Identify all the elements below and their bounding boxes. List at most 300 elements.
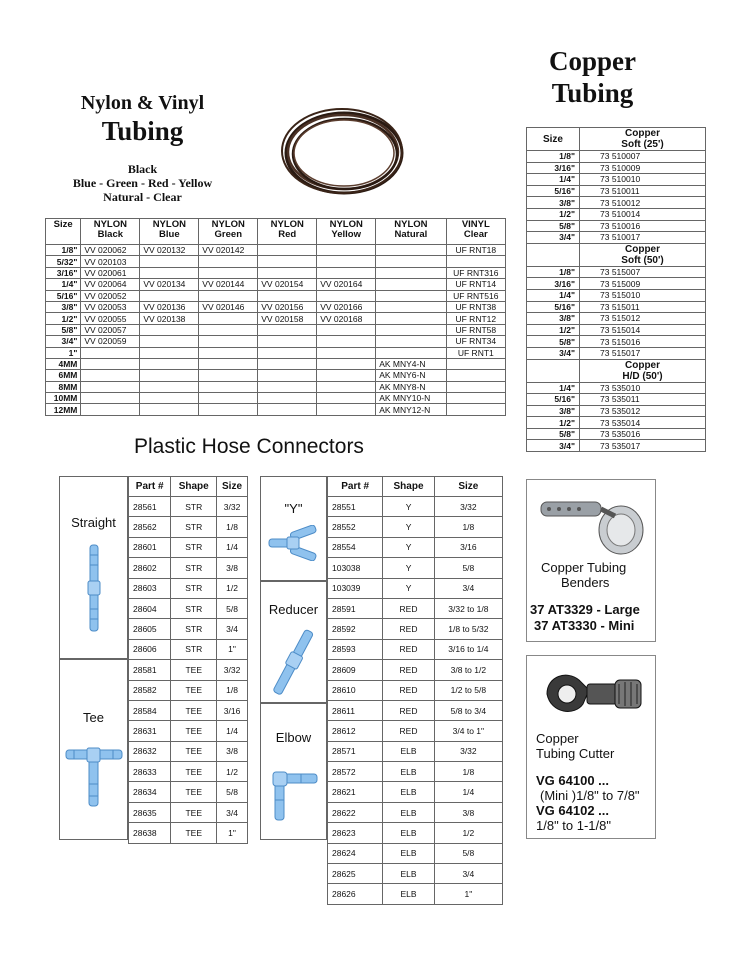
connector-table-row <box>129 823 248 843</box>
connector-part-cell: 28603 <box>129 578 171 598</box>
nylon-table-row <box>46 290 506 301</box>
connector-part-cell: 28562 <box>129 517 171 537</box>
copper-part-cell: 73 510011 <box>580 185 706 197</box>
connector-part-cell: 103039 <box>328 578 383 598</box>
nylon-col-header-line1: NYLON <box>152 219 186 230</box>
nylon-part-cell: VV 020062 <box>81 245 140 256</box>
nylon-part-cell <box>317 290 376 301</box>
nylon-vinyl-table <box>45 218 506 416</box>
nylon-part-cell <box>140 267 199 278</box>
copper-size-cell: 3/4" <box>527 232 580 244</box>
nylon-part-cell <box>140 404 199 415</box>
copper-group-heading-line2: Soft (50') <box>621 254 664 266</box>
connector-size-cell: 3/4 <box>217 619 248 639</box>
nylon-table-row <box>46 279 506 290</box>
copper-table-row <box>527 301 706 313</box>
connector-size-cell: 1/2 <box>217 578 248 598</box>
connector-size-cell: 3/4 <box>217 802 248 822</box>
connector-table-row <box>129 700 248 720</box>
nylon-part-cell <box>446 381 505 392</box>
nylon-part-cell <box>446 256 505 267</box>
connector-part-cell: 28605 <box>129 619 171 639</box>
connector-size-cell: 3/16 <box>217 700 248 720</box>
connector-shape-cell: STR <box>171 639 217 659</box>
bender-large-item: 37 AT3329 - Large <box>530 602 640 617</box>
copper-table-row <box>527 289 706 301</box>
connector-part-cell: 28593 <box>328 639 383 659</box>
nylon-table-row <box>46 313 506 324</box>
connector-table-row <box>328 721 503 741</box>
connector-table-row <box>328 598 503 618</box>
copper-part-cell: 73 515009 <box>580 278 706 290</box>
connector-part-cell: 28606 <box>129 639 171 659</box>
nylon-table-row <box>46 336 506 347</box>
nylon-part-cell <box>140 370 199 381</box>
nylon-part-cell: VV 020146 <box>199 301 258 312</box>
elbow-label: Elbow <box>275 730 312 745</box>
copper-part-cell: 73 515011 <box>580 301 706 313</box>
nylon-size-cell: 4MM <box>46 358 81 369</box>
connector-shape-cell: RED <box>383 700 434 720</box>
connector-part-cell: 28604 <box>129 598 171 618</box>
connector-part-cell: 28609 <box>328 660 383 680</box>
nylon-part-cell: VV 020144 <box>199 279 258 290</box>
nylon-part-cell <box>446 370 505 381</box>
nylon-table-row <box>46 301 506 312</box>
nylon-part-cell <box>258 245 317 256</box>
connector-table-row <box>129 741 248 761</box>
nylon-part-cell <box>376 279 446 290</box>
nylon-col-header-line1: NYLON <box>394 219 428 230</box>
nylon-col-header-line2: Green <box>214 229 243 240</box>
nylon-part-cell <box>199 381 258 392</box>
nylon-part-cell <box>81 393 140 404</box>
connector-part-cell: 28572 <box>328 762 383 782</box>
connector-part-cell: 28584 <box>129 700 171 720</box>
connector-part-cell: 28631 <box>129 721 171 741</box>
connector-col-header: Size <box>434 477 502 497</box>
connector-table-row <box>129 497 248 517</box>
cutter-caption-line2: Tubing Cutter <box>536 746 615 761</box>
copper-table-row <box>527 428 706 440</box>
nylon-part-cell: AK MNY10-N <box>376 393 446 404</box>
copper-group-header-row <box>527 359 706 382</box>
connector-part-cell: 28571 <box>328 741 383 761</box>
copper-part-cell: 73 515012 <box>580 313 706 325</box>
copper-size-cell: 3/8" <box>527 313 580 325</box>
copper-part-cell: 73 515007 <box>580 266 706 278</box>
nylon-part-cell <box>258 347 317 358</box>
nylon-part-cell <box>317 267 376 278</box>
copper-part-cell: 73 510016 <box>580 220 706 232</box>
copper-size-cell: 5/16" <box>527 301 580 313</box>
tee-group-box <box>59 659 128 840</box>
copper-tubing-table <box>526 127 706 452</box>
copper-group-heading <box>580 243 706 266</box>
copper-part-cell: 73 515016 <box>580 336 706 348</box>
connector-table-row <box>129 782 248 802</box>
nylon-part-cell: VV 020061 <box>81 267 140 278</box>
connector-table-row <box>129 639 248 659</box>
copper-group-heading <box>580 359 706 382</box>
connector-shape-cell: TEE <box>171 823 217 843</box>
nylon-part-cell <box>199 393 258 404</box>
nylon-part-cell <box>317 393 376 404</box>
nylon-part-cell: VV 020158 <box>258 313 317 324</box>
connector-part-cell: 103038 <box>328 558 383 578</box>
connector-size-cell: 3/8 to 1/2 <box>434 660 502 680</box>
tubing-bender-image <box>539 486 649 558</box>
nylon-part-cell <box>317 381 376 392</box>
connector-size-cell: 3/16 <box>434 537 502 557</box>
nylon-part-cell <box>258 256 317 267</box>
y-group-box <box>260 476 327 581</box>
connector-size-cell: 3/32 <box>434 497 502 517</box>
copper-table-row <box>527 232 706 244</box>
nylon-part-cell: UF RNT58 <box>446 324 505 335</box>
nylon-part-cell <box>199 336 258 347</box>
connector-shape-cell: TEE <box>171 721 217 741</box>
copper-part-cell: 73 535011 <box>580 394 706 406</box>
nylon-col-header <box>446 219 505 245</box>
connector-size-cell: 3/32 <box>217 660 248 680</box>
nylon-part-cell <box>199 313 258 324</box>
connector-part-cell: 28621 <box>328 782 383 802</box>
connector-shape-cell: TEE <box>171 782 217 802</box>
copper-size-cell: 1/4" <box>527 174 580 186</box>
nylon-part-cell <box>317 245 376 256</box>
copper-title-line1: Copper <box>549 46 636 76</box>
nylon-title-line1: Nylon & Vinyl <box>80 92 205 114</box>
copper-group-heading-line1: Copper <box>625 128 660 139</box>
nylon-part-cell: VV 020052 <box>81 290 140 301</box>
connector-part-cell: 28611 <box>328 700 383 720</box>
copper-size-cell: 5/16" <box>527 394 580 406</box>
nylon-part-cell: UF RNT316 <box>446 267 505 278</box>
connector-shape-cell: STR <box>171 497 217 517</box>
nylon-table-row <box>46 358 506 369</box>
nylon-col-header-line2: Black <box>97 229 124 240</box>
nylon-part-cell: VV 020103 <box>81 256 140 267</box>
nylon-part-cell: UF RNT12 <box>446 313 505 324</box>
copper-table-row <box>527 347 706 359</box>
nylon-part-cell <box>199 370 258 381</box>
nylon-part-cell: AK MNY8-N <box>376 381 446 392</box>
connector-shape-cell: TEE <box>171 762 217 782</box>
nylon-part-cell: UF RNT18 <box>446 245 505 256</box>
nylon-part-cell <box>317 256 376 267</box>
copper-part-cell: 73 510017 <box>580 232 706 244</box>
connector-size-cell: 3/4 to 1" <box>434 721 502 741</box>
connector-size-cell: 1/8 to 5/32 <box>434 619 502 639</box>
connector-shape-cell: Y <box>383 497 434 517</box>
nylon-part-cell <box>81 381 140 392</box>
connector-size-cell: 3/4 <box>434 578 502 598</box>
connector-part-cell: 28612 <box>328 721 383 741</box>
nylon-size-cell: 3/4" <box>46 336 81 347</box>
copper-size-cell: 3/16" <box>527 162 580 174</box>
nylon-part-cell <box>258 290 317 301</box>
reducer-group-box <box>260 581 327 703</box>
copper-size-header <box>527 243 580 266</box>
nylon-part-cell: UF RNT516 <box>446 290 505 301</box>
connector-size-cell: 1/4 <box>217 537 248 557</box>
connector-part-cell: 28624 <box>328 843 383 863</box>
connector-table-row <box>328 619 503 639</box>
connector-part-cell: 28622 <box>328 802 383 822</box>
copper-size-header: Size <box>527 128 580 151</box>
connector-col-header: Part # <box>129 477 171 497</box>
nylon-col-header-line1: NYLON <box>270 219 304 230</box>
connector-table-row <box>129 680 248 700</box>
connector-size-cell: 3/8 <box>217 558 248 578</box>
benders-caption-line1: Copper Tubing <box>541 560 627 575</box>
nylon-part-cell <box>258 358 317 369</box>
copper-group-heading-line2: H/D (50') <box>622 370 663 382</box>
connector-size-cell: 3/8 <box>217 741 248 761</box>
nylon-part-cell <box>376 290 446 301</box>
copper-table-row <box>527 174 706 186</box>
connector-shape-cell: RED <box>383 598 434 618</box>
connector-part-cell: 28582 <box>129 680 171 700</box>
nylon-col-header-line2: Yellow <box>331 229 361 240</box>
connector-size-cell: 3/32 to 1/8 <box>434 598 502 618</box>
nylon-col-header-line2: Natural <box>394 229 428 240</box>
connector-shape-cell: STR <box>171 537 217 557</box>
copper-table-row <box>527 162 706 174</box>
connector-size-cell: 5/8 <box>434 558 502 578</box>
tubing-cutter-image <box>539 664 645 728</box>
cutter-large-code: VG 64102 ... <box>536 803 609 818</box>
connector-shape-cell: STR <box>171 558 217 578</box>
connector-part-cell: 28633 <box>129 762 171 782</box>
nylon-size-cell: 5/32" <box>46 256 81 267</box>
nylon-part-cell: VV 020154 <box>258 279 317 290</box>
nylon-part-cell <box>317 370 376 381</box>
connector-table-row <box>328 680 503 700</box>
copper-size-cell: 3/16" <box>527 278 580 290</box>
copper-size-cell: 5/8" <box>527 220 580 232</box>
cutter-large-range: 1/8" to 1-1/8" <box>536 818 611 833</box>
connector-table-row <box>328 700 503 720</box>
nylon-part-cell <box>199 267 258 278</box>
nylon-part-cell: VV 020053 <box>81 301 140 312</box>
cutter-mini-code: VG 64100 ... <box>536 773 609 788</box>
connector-size-cell: 1" <box>434 884 502 904</box>
copper-part-cell: 73 510007 <box>580 151 706 163</box>
copper-size-header <box>527 359 580 382</box>
copper-part-cell: 73 535016 <box>580 428 706 440</box>
copper-part-cell: 73 510014 <box>580 208 706 220</box>
connector-part-cell: 28610 <box>328 680 383 700</box>
y-label: "Y" <box>284 501 303 516</box>
connector-table-row <box>328 843 503 863</box>
nylon-part-cell <box>446 358 505 369</box>
cutter-mini-range: (Mini )1/8" to 7/8" <box>540 788 640 803</box>
nylon-size-cell: 10MM <box>46 393 81 404</box>
copper-part-cell: 73 535017 <box>580 440 706 452</box>
nylon-part-cell: VV 020055 <box>81 313 140 324</box>
copper-size-cell: 3/4" <box>527 347 580 359</box>
connector-shape-cell: STR <box>171 517 217 537</box>
nylon-table-row <box>46 256 506 267</box>
copper-group-heading-line2: Soft (25') <box>621 139 664 150</box>
cutter-caption-line1: Copper <box>536 731 579 746</box>
connector-part-cell: 28623 <box>328 823 383 843</box>
nylon-title-line2: Tubing <box>101 116 184 146</box>
copper-size-cell: 5/16" <box>527 185 580 197</box>
connector-shape-cell: ELB <box>383 864 434 884</box>
nylon-part-cell <box>140 358 199 369</box>
connector-size-cell: 1/2 <box>217 762 248 782</box>
connectors-right-table <box>327 476 503 905</box>
straight-group-box <box>59 476 128 659</box>
connector-table-row <box>328 802 503 822</box>
nylon-col-header <box>46 219 81 245</box>
copper-group-heading <box>580 128 706 151</box>
connector-size-cell: 3/32 <box>217 497 248 517</box>
copper-part-cell: 73 510012 <box>580 197 706 209</box>
nylon-col-header <box>376 219 446 245</box>
connector-size-cell: 5/8 <box>217 598 248 618</box>
nylon-part-cell <box>199 290 258 301</box>
copper-table-row <box>527 394 706 406</box>
connector-shape-cell: TEE <box>171 660 217 680</box>
connector-shape-cell: TEE <box>171 700 217 720</box>
cutter-panel <box>526 655 656 839</box>
copper-size-cell: 5/8" <box>527 428 580 440</box>
copper-size-cell: 1/4" <box>527 382 580 394</box>
connector-shape-cell: ELB <box>383 762 434 782</box>
connector-col-header: Size <box>217 477 248 497</box>
connector-table-row <box>129 517 248 537</box>
nylon-colors-line3: Natural - Clear <box>103 190 182 204</box>
nylon-size-cell: 8MM <box>46 381 81 392</box>
nylon-part-cell: VV 020166 <box>317 301 376 312</box>
nylon-part-cell: VV 020134 <box>140 279 199 290</box>
connector-size-cell: 1/8 <box>217 680 248 700</box>
nylon-part-cell <box>258 336 317 347</box>
nylon-part-cell: VV 020064 <box>81 279 140 290</box>
nylon-part-cell <box>199 358 258 369</box>
bender-mini-item: 37 AT3330 - Mini <box>534 618 635 633</box>
connector-table-row <box>328 864 503 884</box>
connector-col-header: Shape <box>171 477 217 497</box>
connector-table-row <box>129 619 248 639</box>
nylon-table-row <box>46 370 506 381</box>
nylon-col-header <box>199 219 258 245</box>
nylon-part-cell <box>446 393 505 404</box>
copper-table-row <box>527 324 706 336</box>
connector-table-row <box>328 741 503 761</box>
nylon-part-cell <box>258 393 317 404</box>
nylon-part-cell: VV 020132 <box>140 245 199 256</box>
connector-size-cell: 3/32 <box>434 741 502 761</box>
nylon-col-header <box>81 219 140 245</box>
connector-part-cell: 28634 <box>129 782 171 802</box>
connector-size-cell: 1" <box>217 823 248 843</box>
nylon-part-cell <box>376 267 446 278</box>
connector-table-row <box>328 537 503 557</box>
benders-caption-line2: Benders <box>561 575 610 590</box>
connector-shape-cell: STR <box>171 578 217 598</box>
nylon-size-cell: 1/2" <box>46 313 81 324</box>
nylon-colors-line1: Black <box>127 162 158 176</box>
copper-part-cell: 73 515010 <box>580 289 706 301</box>
nylon-part-cell <box>199 256 258 267</box>
nylon-part-cell <box>317 358 376 369</box>
nylon-part-cell <box>81 358 140 369</box>
copper-part-cell: 73 510010 <box>580 174 706 186</box>
nylon-part-cell <box>199 324 258 335</box>
reducer-connector-icon <box>269 626 321 698</box>
connector-size-cell: 5/8 <box>217 782 248 802</box>
nylon-part-cell <box>199 404 258 415</box>
nylon-part-cell <box>258 324 317 335</box>
copper-table-row <box>527 278 706 290</box>
nylon-table-row <box>46 393 506 404</box>
connector-part-cell: 28638 <box>129 823 171 843</box>
tubing-coil-image <box>278 104 410 200</box>
connector-part-cell: 28552 <box>328 517 383 537</box>
copper-group-heading-line1: Copper <box>625 243 660 255</box>
connector-size-cell: 3/4 <box>434 864 502 884</box>
connector-table-row <box>129 762 248 782</box>
nylon-colors-line2: Blue - Green - Red - Yellow <box>72 176 213 190</box>
nylon-col-header-line2: Blue <box>159 229 180 240</box>
connector-size-cell: 1/8 <box>217 517 248 537</box>
nylon-part-cell <box>140 290 199 301</box>
copper-size-cell: 1/8" <box>527 151 580 163</box>
connector-table-row <box>328 762 503 782</box>
nylon-part-cell <box>199 347 258 358</box>
copper-table-row <box>527 220 706 232</box>
nylon-part-cell <box>81 347 140 358</box>
connector-part-cell: 28602 <box>129 558 171 578</box>
nylon-size-cell: 1/8" <box>46 245 81 256</box>
nylon-part-cell <box>376 256 446 267</box>
connector-shape-cell: ELB <box>383 823 434 843</box>
copper-part-cell: 73 535014 <box>580 417 706 429</box>
connector-shape-cell: Y <box>383 517 434 537</box>
connector-shape-cell: ELB <box>383 782 434 802</box>
elbow-connector-icon <box>271 768 321 822</box>
nylon-table-row <box>46 381 506 392</box>
nylon-part-cell <box>140 256 199 267</box>
connector-shape-cell: ELB <box>383 843 434 863</box>
connector-table-row <box>129 598 248 618</box>
connector-table-row <box>328 578 503 598</box>
connector-part-cell: 28626 <box>328 884 383 904</box>
nylon-part-cell: AK MNY12-N <box>376 404 446 415</box>
connector-table-row <box>328 660 503 680</box>
nylon-part-cell <box>317 324 376 335</box>
connectors-left-table <box>128 476 248 844</box>
copper-table-row <box>527 185 706 197</box>
connector-shape-cell: TEE <box>171 741 217 761</box>
copper-group-header-row <box>527 243 706 266</box>
connector-table-row <box>129 578 248 598</box>
connector-table-row <box>129 537 248 557</box>
nylon-part-cell <box>376 324 446 335</box>
copper-size-cell: 1/2" <box>527 417 580 429</box>
nylon-size-cell: 3/8" <box>46 301 81 312</box>
connector-shape-cell: STR <box>171 598 217 618</box>
copper-group-heading-line1: Copper <box>625 359 660 371</box>
connector-shape-cell: Y <box>383 537 434 557</box>
nylon-col-header-line1: NYLON <box>329 219 363 230</box>
connector-size-cell: 1/4 <box>434 782 502 802</box>
